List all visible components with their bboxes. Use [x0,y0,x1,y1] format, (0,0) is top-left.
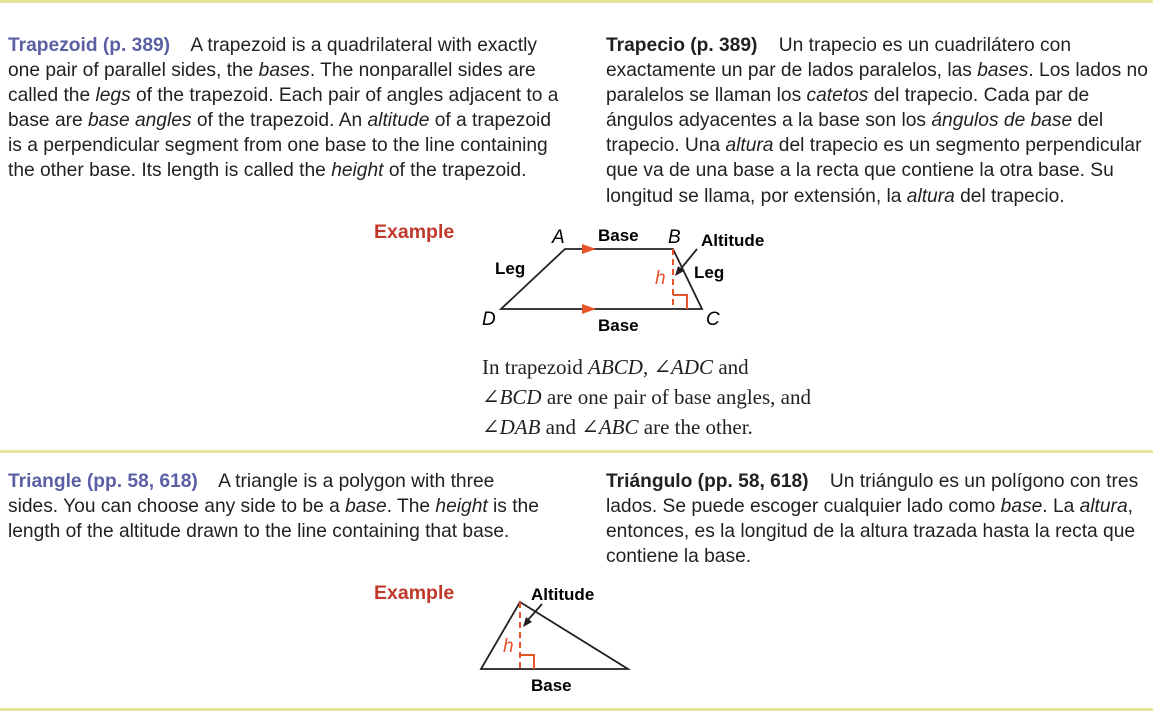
term-triangulo: Triángulo (pp. 58, 618) [606,471,809,492]
label-h: h [503,636,514,657]
vertex-B: B [668,227,681,248]
trapezoid-definition-en: Trapezoid (p. 389) A trapezoid is a quadrilateral with exactly one pair of parallel sides, the bases. The nonparallel sides are called the legs of the trapezoid. Each pair of angles adjacent to a base are base angles of the trapezoid. An altitude of a trapezoid is a perpendicular segment from one base to the line containing the other base. Its length is called the height of the trapezoid. [8,35,559,182]
top-rule [0,0,1153,3]
term-trapezoid: Trapezoid (p. 389) [8,35,171,56]
triangle-definition-en: Triangle (pp. 58, 618) A triangle is a polygon with three sides. You can choose any side to be a base. The height is the length of the altitude drawn to the line containing that base. [8,471,539,543]
label-altitude: Altitude [701,231,765,250]
right-angle-mark [520,655,534,669]
parallel-arrow-top [582,244,596,254]
label-leg-right: Leg [694,263,725,282]
term-trapecio: Trapecio (p. 389) [606,35,758,56]
divider-rule [0,450,1153,453]
label-base: Base [531,676,572,695]
label-leg-left: Leg [495,259,526,278]
triangle-figure [470,580,650,700]
vertex-C: C [706,309,720,330]
vertex-A: A [552,227,565,248]
trapezoid-definition-es: Trapecio (p. 389) Un trapecio es un cuadrilátero con exactamente un par de lados paralelos, las bases. Los lados no paralelos se llaman los catetos del trapecio. Cada par de ángulos adyacentes a la base son los ángulos de base del trapecio. Una altura del trapecio es un segmento perpendicular que va de una base a la recta que contiene la otra base. Su longitud se llama, por extensión, la altura del trapecio. [606,35,1148,207]
term-triangle: Triangle (pp. 58, 618) [8,471,198,492]
label-base-top: Base [598,226,639,245]
altitude-pointer-line [527,604,542,621]
label-altitude: Altitude [531,585,595,604]
triangle-example-label: Example [374,582,455,604]
label-h: h [655,268,666,289]
vertex-D: D [482,309,496,330]
triangle-definition-es: Triángulo (pp. 58, 618) Un triángulo es un polígono con tres lados. Se puede escoger cualquier lado como base. La altura, entonces, es la longitud de la altura trazada hasta la recta que contiene la base. [606,471,1139,568]
parallel-arrow-bottom [582,304,596,314]
right-angle-mark [673,295,687,309]
trapezoid-shape [501,249,702,309]
trapezoid-caption: In trapezoid ABCD, ∠ADC and ∠BCD are one pair of base angles, and ∠DAB and ∠ABC are the other. [482,355,811,439]
trapezoid-example-label: Example [374,221,455,243]
trapezoid-figure [470,220,790,340]
altitude-pointer-arrowhead [523,617,532,627]
label-base-bottom: Base [598,316,639,335]
